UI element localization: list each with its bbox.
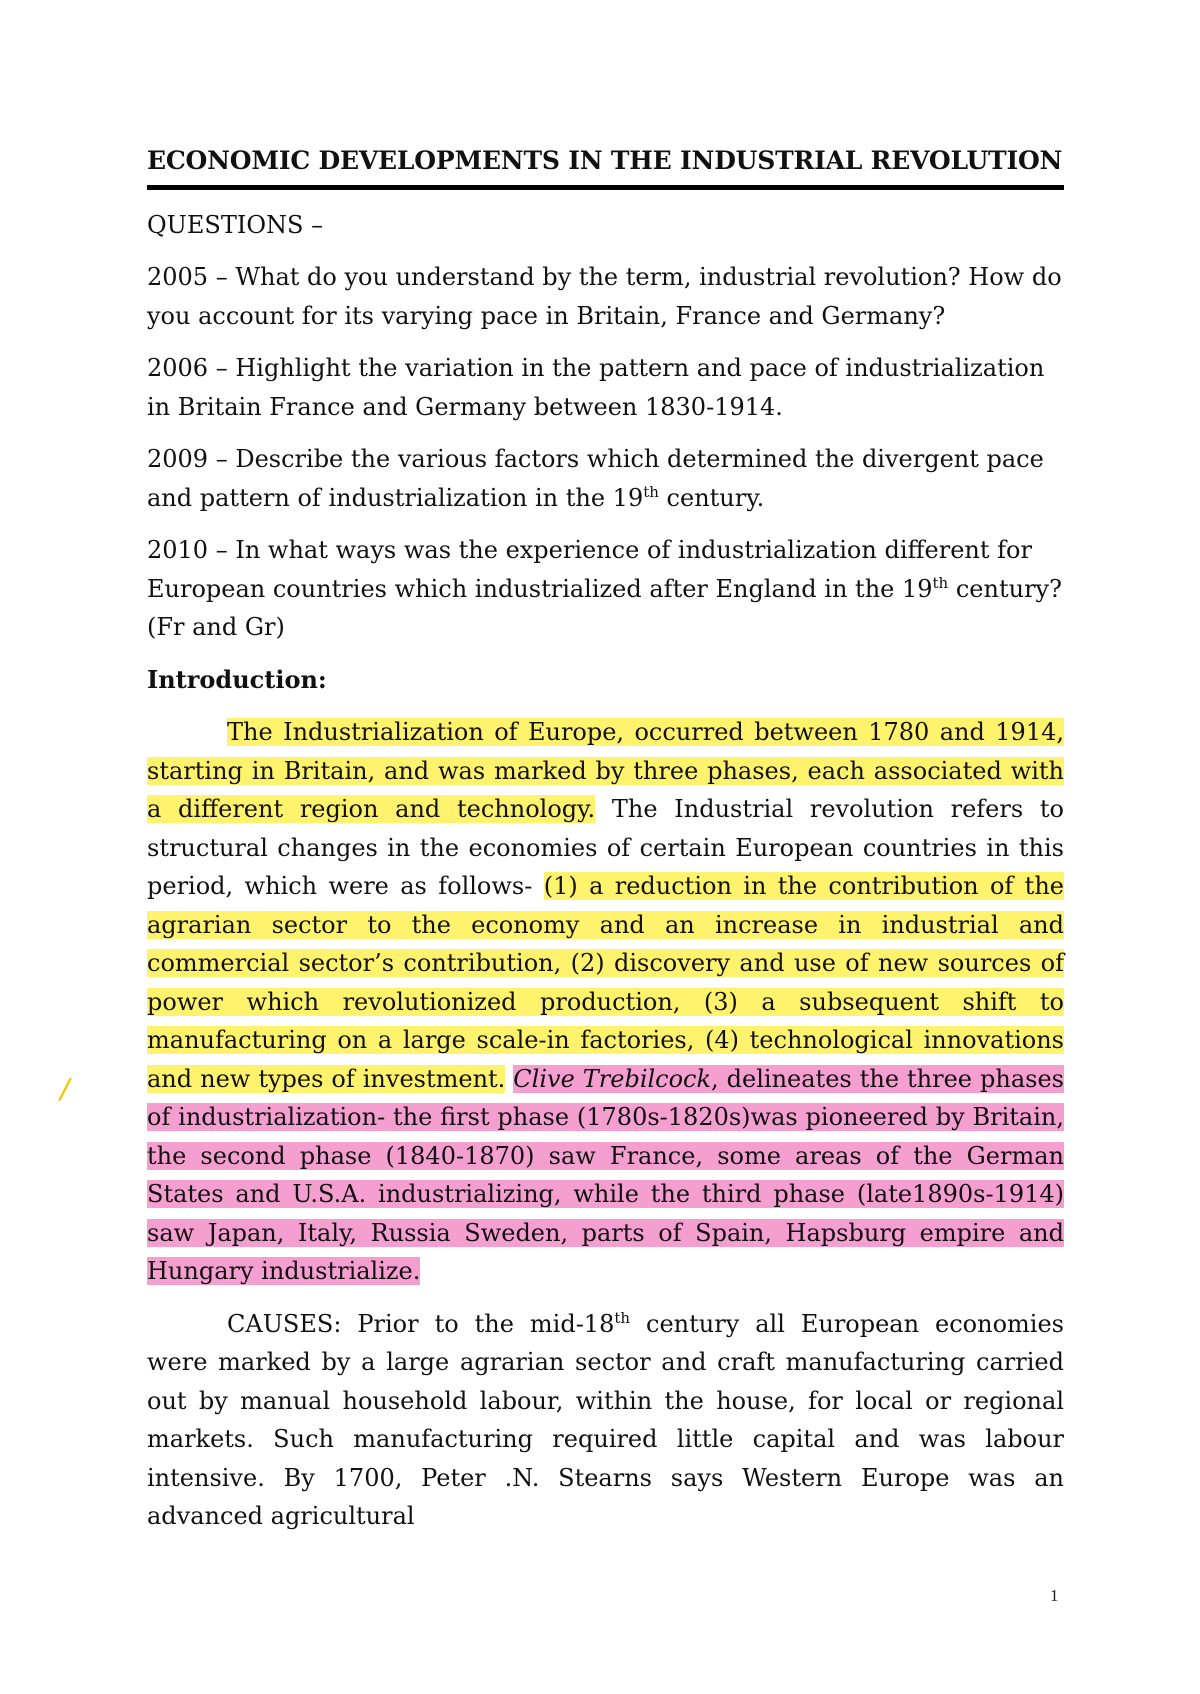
document-title: ECONOMIC DEVELOPMENTS IN THE INDUSTRIAL REVOLUTION [147, 143, 1064, 190]
questions-label: QUESTIONS – [147, 211, 324, 239]
question-2010-note: (Fr and Gr) [147, 613, 285, 641]
highlight-yellow: The Industrialization of Europe, occurred between 1780 and 1914, starting in Britain, and was marked by three phases, each associated with a different region and technology. [147, 718, 1064, 823]
paragraph-text: , delineates the three phases of industrialization- the first phase (1780s-1820s)was pioneered by Britain, the second phase (1840-1870) saw France, some areas of the German States and U.S.A. industrializing, while the third phase (late1890s-1914) saw Japan, Italy, Russia Sweden, parts of Spain, Hapsburg empire and Hungary industrialize. [147, 1064, 1064, 1285]
introduction-paragraph [147, 713, 1064, 1291]
ordinal-suffix: th [932, 573, 949, 592]
question-text: century? [948, 574, 1062, 603]
question-2006: 2006 – Highlight the variation in the pattern and pace of industrialization in Britain France and Germany between 1830-1914. [147, 354, 1045, 421]
introduction-heading: Introduction: [147, 664, 327, 694]
highlight-pink [147, 1065, 1064, 1286]
page-number: 1 [1050, 1586, 1059, 1605]
paragraph-text: CAUSES: Prior to the mid-18 [227, 1309, 615, 1338]
author-name: Clive Trebilcock [513, 1064, 712, 1093]
margin-pen-mark: / [60, 1072, 70, 1105]
highlight-yellow: (1) a reduction in the contribution of the agrarian sector to the economy and an increase in industrial and commercial sector’s contribution, (2) discovery and use of new sources of power which revolutionized production, (3) a subsequent shift to manufacturing on a large scale-in factories, (4) technological innovations and new types of investment. [147, 872, 1064, 1093]
question-text: century. [658, 483, 765, 512]
question-text: 2009 – Describe the various factors which determined the divergent pace and pattern of industrialization in the 19 [147, 445, 1044, 512]
ordinal-suffix: th [643, 482, 659, 501]
ordinal-suffix: th [614, 1308, 631, 1327]
question-2010 [147, 531, 1064, 608]
causes-paragraph [147, 1305, 1064, 1536]
paragraph-text: The Industrial revolution refers to structural changes in the economies of certain European countries in this period, which were as follows- [147, 795, 1064, 900]
question-2005: 2005 – What do you understand by the term, industrial revolution? How do you account for its varying pace in Britain, France and Germany? [147, 263, 1062, 330]
paragraph-text: century all European economies were marked by a large agrarian sector and craft manufacturing carried out by manual household labour, within the house, for local or regional markets. Such manufacturing required little capital and was labour intensive. By 1700, Peter .N. Stearns says Western Europe was an advanced agricultural [147, 1309, 1064, 1530]
question-2009 [147, 440, 1064, 517]
page-content [147, 143, 1064, 1536]
question-text: 2010 – In what ways was the experience of industrialization different for European countries which industrialized after England in the 19 [147, 536, 1032, 603]
